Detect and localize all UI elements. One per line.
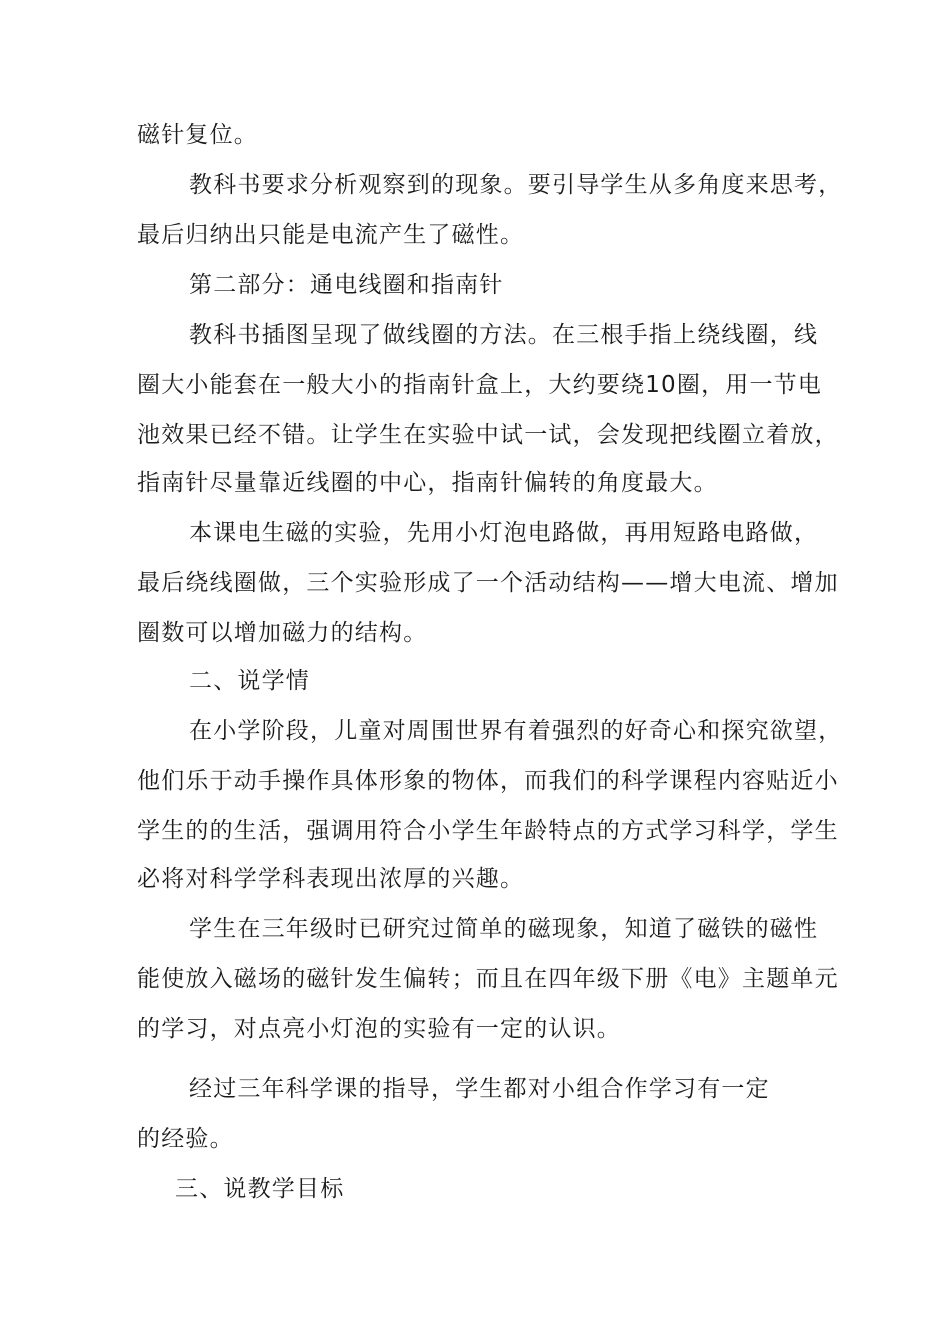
text-line: 本课电生磁的实验，先用小灯泡电路做，再用短路电路做， <box>189 520 819 546</box>
text-line: 指南针尽量靠近线圈的中心，指南针偏转的角度最大。 <box>137 470 718 496</box>
text-line: 磁针复位。 <box>137 122 258 148</box>
text-line: 池效果已经不错。让学生在实验中试一试，会发现把线圈立着放， <box>137 422 839 448</box>
text-line: 必将对科学学科表现出浓厚的兴趣。 <box>137 866 525 892</box>
text-line: 他们乐于动手操作具体形象的物体，而我们的科学课程内容贴近小 <box>137 768 839 794</box>
text-line: 的经验。 <box>137 1126 234 1152</box>
text-line: 学生在三年级时已研究过简单的磁现象，知道了磁铁的磁性 <box>189 916 819 942</box>
text-line: 的学习，对点亮小灯泡的实验有一定的认识。 <box>137 1016 621 1042</box>
text-line: 经过三年科学课的指导，学生都对小组合作学习有一定 <box>189 1076 770 1102</box>
text-line: 最后绕线圈做，三个实验形成了一个活动结构——增大电流、增加 <box>137 570 839 596</box>
text-line: 圈数可以增加磁力的结构。 <box>137 620 428 646</box>
section-heading: 二、说学情 <box>189 668 310 694</box>
text-line: 教科书要求分析观察到的现象。要引导学生从多角度来思考， <box>189 172 843 198</box>
text-line: 教科书插图呈现了做线圈的方法。在三根手指上绕线圈，线 <box>189 322 819 348</box>
section-heading: 第二部分：通电线圈和指南针 <box>189 272 504 298</box>
text-line: 圈大小能套在一般大小的指南针盒上，大约要绕10圈，用一节电 <box>137 372 823 398</box>
text-line: 在小学阶段，儿童对周围世界有着强烈的好奇心和探究欲望， <box>189 718 843 744</box>
text-line: 最后归纳出只能是电流产生了磁性。 <box>137 222 525 248</box>
text-line: 能使放入磁场的磁针发生偏转；而且在四年级下册《电》主题单元 <box>137 966 839 992</box>
section-heading: 三、说教学目标 <box>175 1176 345 1202</box>
text-line: 学生的的生活，强调用符合小学生年龄特点的方式学习科学，学生 <box>137 818 839 844</box>
